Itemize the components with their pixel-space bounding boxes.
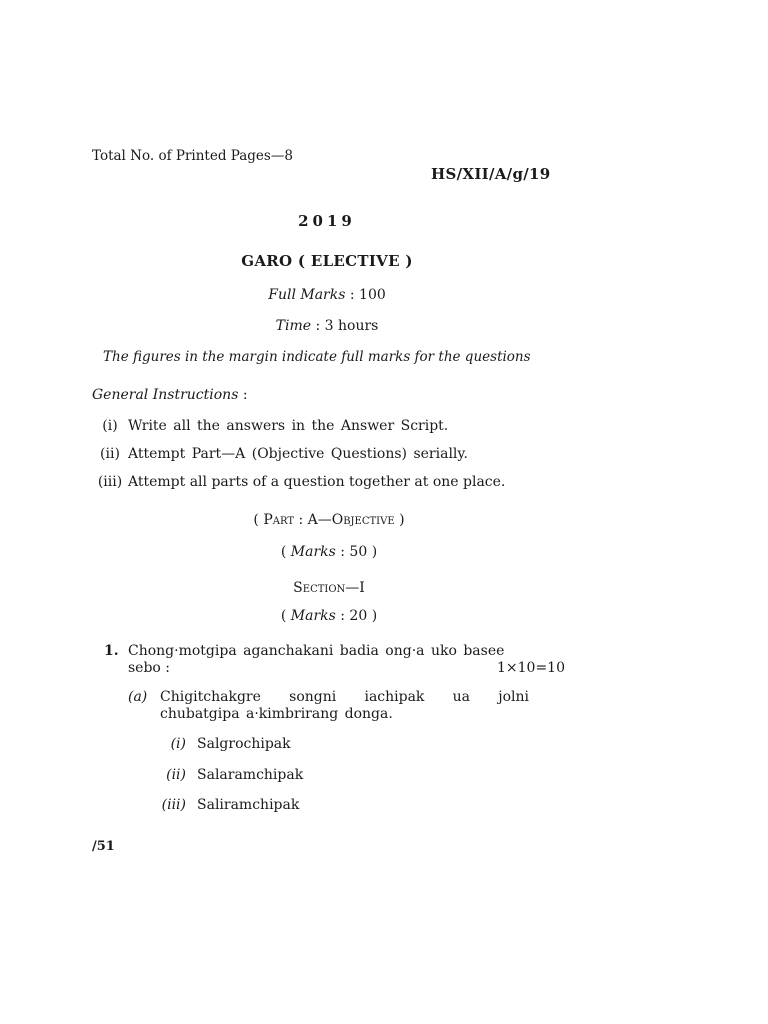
page-identifier: /51: [92, 839, 115, 854]
sub-question-label: (a): [128, 689, 148, 705]
general-instructions-colon: :: [238, 387, 248, 403]
part-a-marks-value: : 50 ): [335, 544, 378, 560]
section-marks-value: : 20 ): [335, 608, 378, 624]
general-instructions-label: General Instructions: [92, 387, 239, 403]
time-value: : 3 hours: [311, 318, 379, 334]
part-a-open-paren: (: [253, 512, 264, 528]
part-a-title: Part : A—Objective: [263, 512, 395, 528]
section-marks-label: Marks: [290, 608, 336, 624]
total-printed-pages: Total No. of Printed Pages—8: [92, 148, 293, 164]
part-a-marks-open: (: [280, 544, 291, 560]
option-text: Saliramchipak: [197, 797, 300, 813]
paper-code: HS/XII/A/g/19: [431, 165, 551, 183]
part-a-close-paren: ): [394, 512, 405, 528]
full-marks: [0, 287, 654, 303]
margin-note: The figures in the margin indicate full marks for the questions: [103, 349, 531, 365]
part-a-marks: [0, 544, 658, 560]
instruction-text: Attempt all parts of a question together at one place.: [128, 474, 506, 490]
section-marks-open: (: [280, 608, 291, 624]
instruction-item: [92, 446, 532, 462]
full-marks-label: Full Marks: [268, 287, 346, 303]
exam-time: [0, 318, 654, 334]
sub-question-text-line: chubatgipa a·kimbrirang donga.: [160, 706, 393, 722]
full-marks-value: : 100: [345, 287, 386, 303]
section-heading: Section—I: [293, 580, 365, 596]
question-text-line: sebo :: [128, 660, 171, 676]
sub-question-text-line: Chigitchakgre songni iachipak ua jolni: [160, 689, 529, 705]
instruction-text: Attempt Part—A (Objective Questions) serially.: [128, 446, 468, 462]
instruction-number: (iii): [97, 474, 123, 490]
instruction-number: (ii): [100, 446, 120, 462]
instruction-text: Write all the answers in the Answer Script.: [128, 418, 449, 434]
instruction-number: (i): [102, 418, 118, 434]
time-label: Time: [275, 318, 312, 334]
part-a-heading: [0, 512, 658, 528]
exam-subject: GARO ( ELECTIVE ): [241, 252, 413, 270]
general-instructions-heading: [92, 387, 248, 403]
exam-year: 2019: [298, 212, 356, 230]
option-number: (ii): [166, 767, 186, 783]
option-number: (iii): [161, 797, 186, 813]
question-marks: 1×10=10: [497, 660, 565, 676]
section-marks: [0, 608, 658, 624]
option-text: Salaramchipak: [197, 767, 304, 783]
instruction-item: [92, 418, 532, 434]
option-text: Salgrochipak: [197, 736, 291, 752]
question-text-line: Chong·motgipa aganchakani badia ong·a uko basee: [128, 643, 505, 659]
part-a-marks-label: Marks: [290, 544, 336, 560]
instruction-item: [92, 474, 532, 490]
option-number: (i): [170, 736, 186, 752]
question-number: 1.: [104, 643, 119, 659]
